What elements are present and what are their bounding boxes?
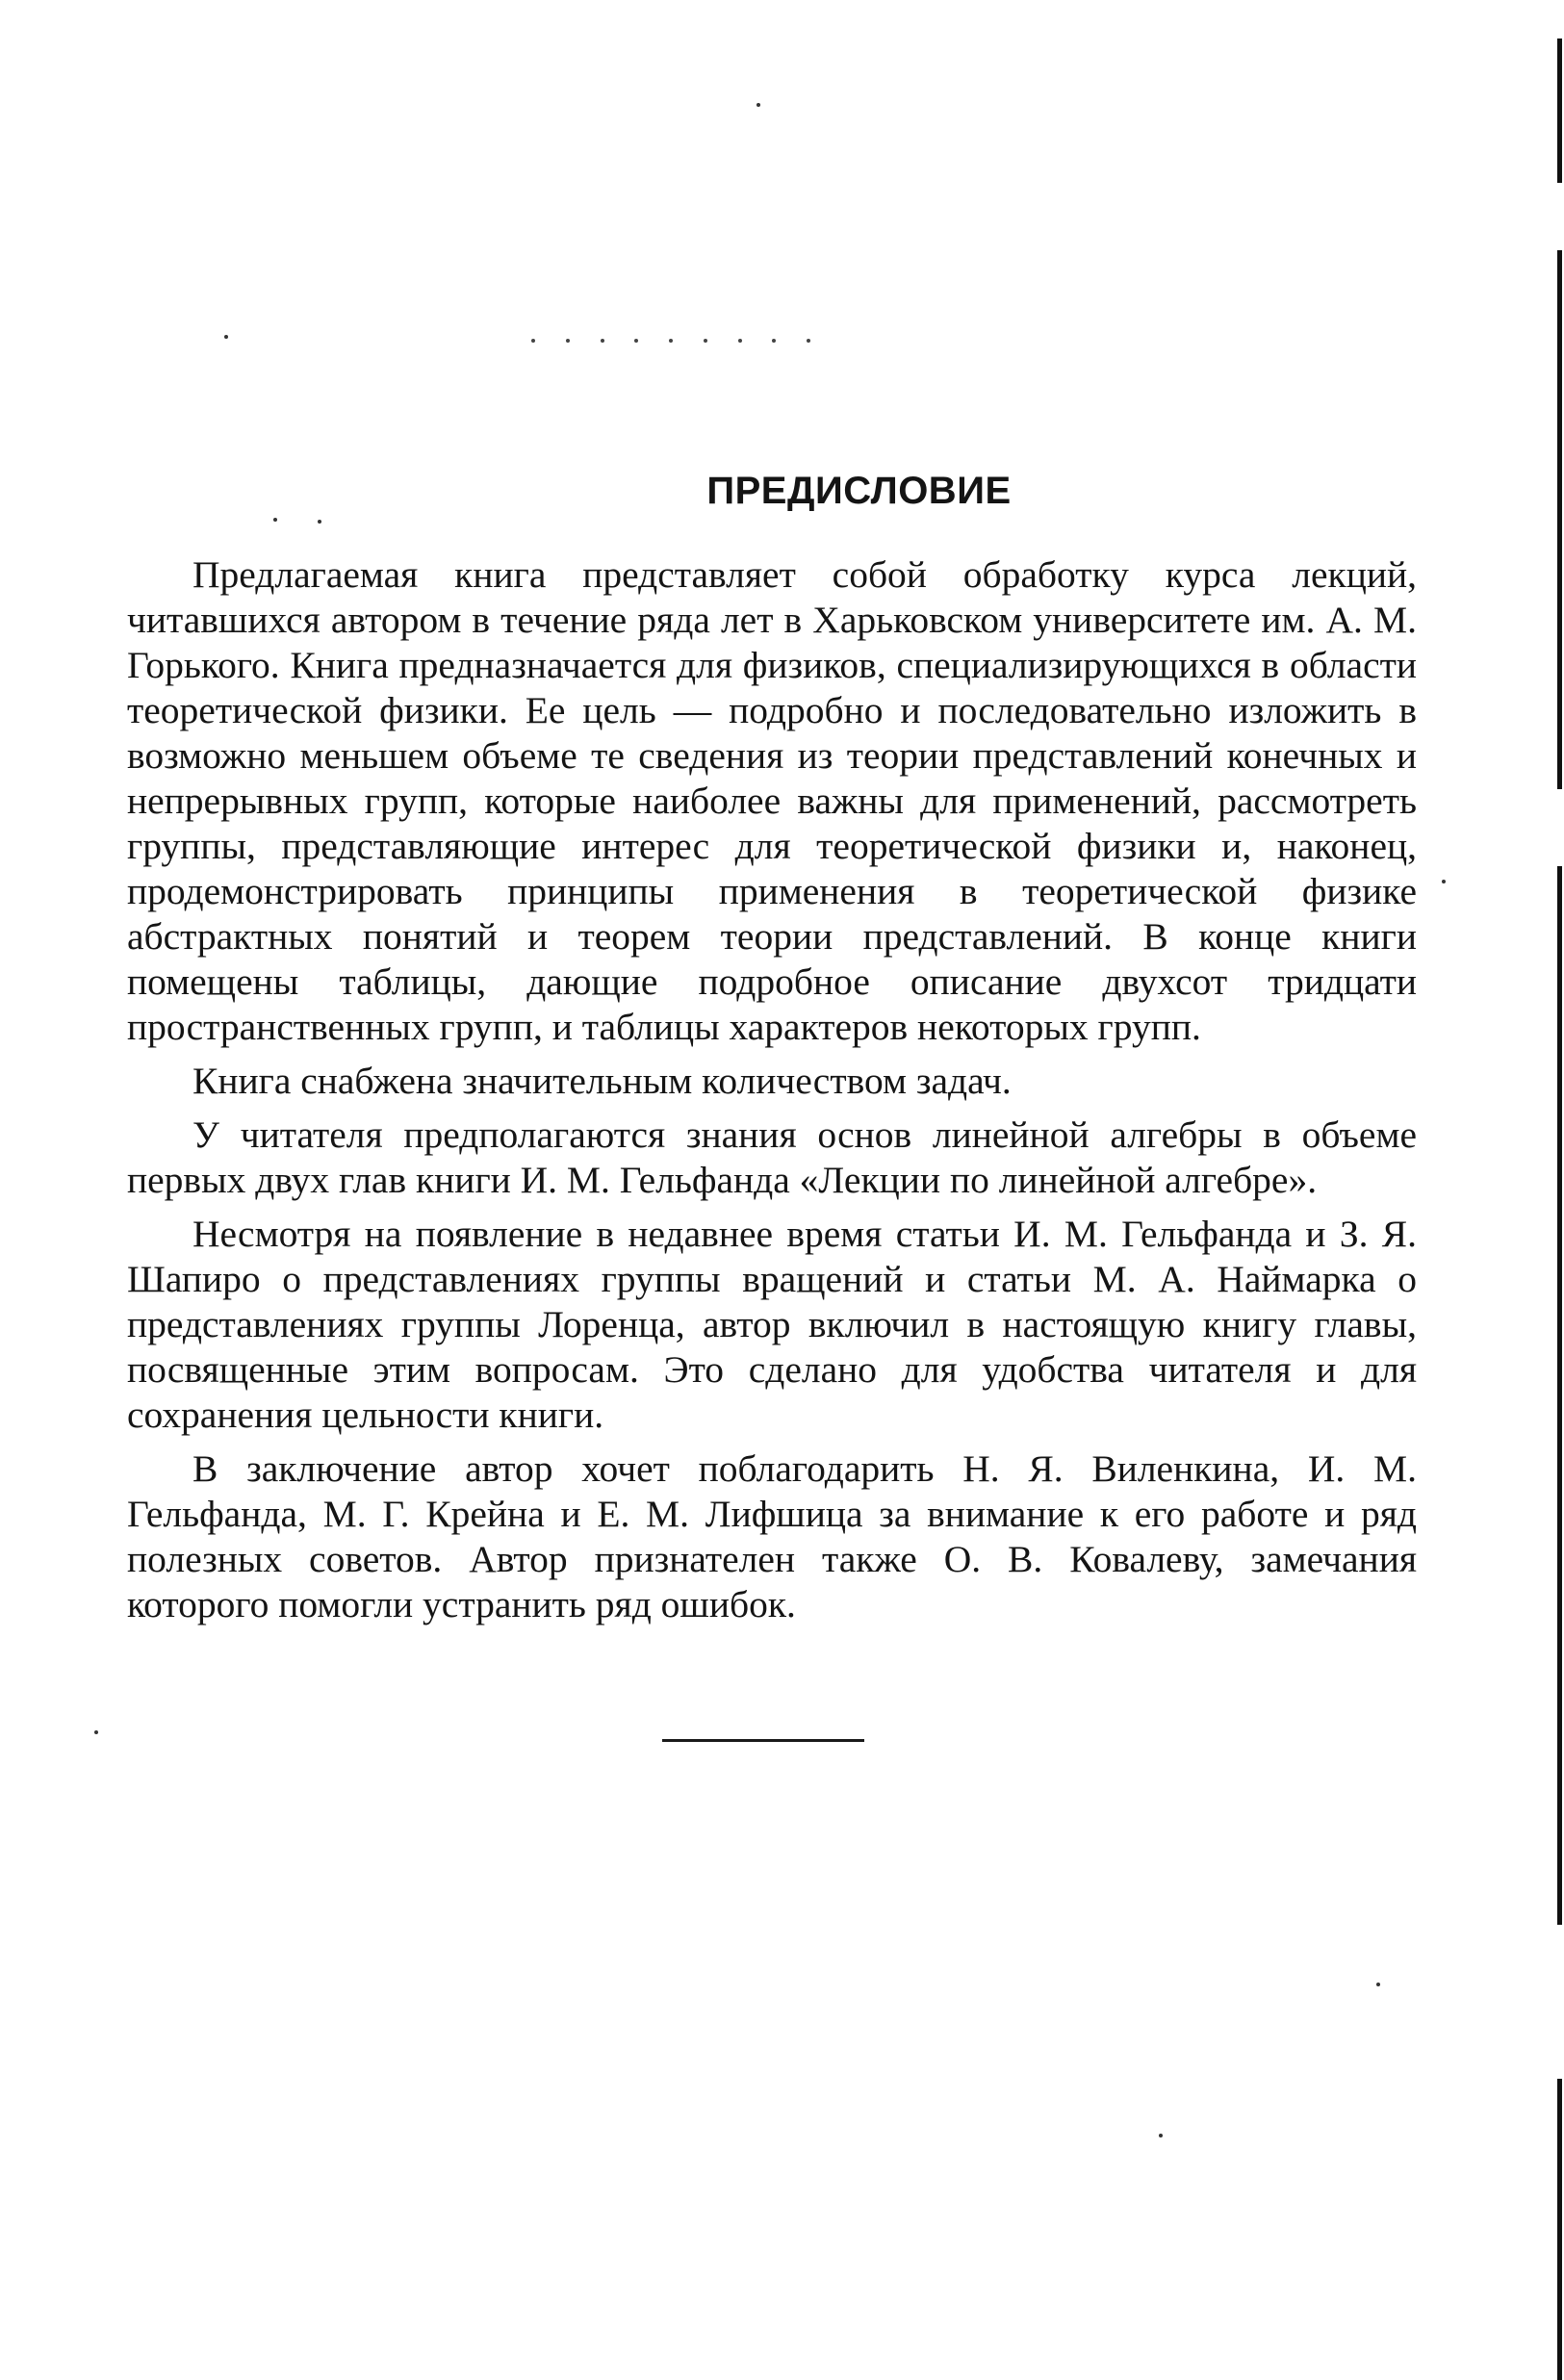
page-edge [1556,0,1564,2380]
paragraph: В заключение автор хочет поблагодарить Н. Я. Виленкина, И. М. Гельфанда, М. Г. Крейна и Е. М. Лифшица за внимание к его работе и ряд полезных советов. Автор признателен также О. В. Ковалеву, замечания которого помогли устранить ряд ошибок. [127,1447,1417,1625]
scan-speck [94,1730,98,1734]
scan-speck [318,520,321,524]
paragraph: Книга снабжена значительным количеством задач. [192,1060,1012,1102]
scan-speck [1376,1983,1380,1986]
page-title: ПРЕДИСЛОВИЕ [706,470,1012,512]
scan-speck [756,103,760,107]
paragraph: У читателя предполагаются знания основ линейной алгебры в объеме первых двух глав книги И. М. Гельфанда «Лекции по линейной алгебре». [127,1113,1417,1201]
closing-rule [662,1739,864,1742]
scan-speck [273,518,277,522]
paragraph: Предлагаемая книга представляет собой обработку курса лекций, читавшихся автором в течение ряда лет в Харьковском университете им. А. М. Горького. Книга предназначается для физиков, специализирующихся в области теоретической физики. Ее цель — подробно и последовательно изложить в возможно меньшем объеме те сведения из теории представлений конечных и непрерывных групп, которые наиболее важны для применений, рассмотреть группы, представляющие интерес для теоретической физики и, наконец, продемонстрировать принципы применения в теоретической физике абстрактных понятий и теорем теории представлений. В конце книги помещены таблицы, дающие подробное описание двухсот тридцати пространственных групп, и таблицы характеров некоторых групп. [127,553,1417,1048]
scan-speck [1159,2134,1163,2137]
scan-speck [1442,880,1446,883]
scan-speck [224,335,228,339]
preface-text [127,552,1417,1636]
scan-dots [531,339,810,348]
paragraph: Несмотря на появление в недавнее время статьи И. М. Гельфанда и З. Я. Шапиро о представлениях группы вращений и статьи М. А. Наймарка о представлениях группы Лоренца, автор включил в настоящую книгу главы, посвященные этим вопросам. Это сделано для удобства читателя и для сохранения цельности книги. [127,1213,1417,1436]
